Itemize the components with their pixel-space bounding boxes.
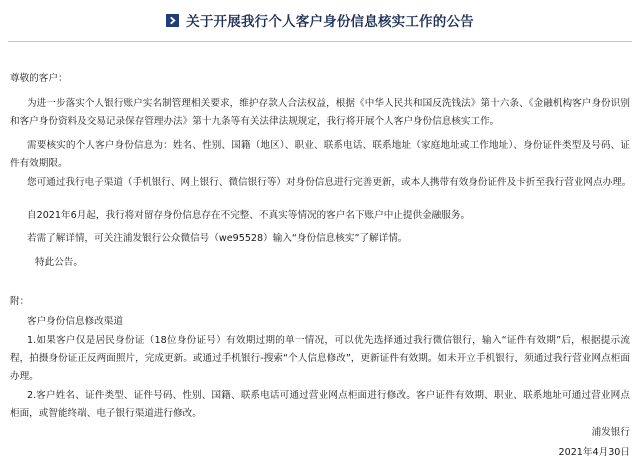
appendix-item-1: 1.如果客户仅是居民身份证（18位身份证号）有效期过期的单一情况，可以优先选择通过我行微信银行，输入“证件有效期”后，根据提示流程，拍摄身份证正反两面照片，完成更新。或通过手机银行-搜索“个人信息修改”，更新证件有效期。如未开立手机银行，须通过我行营业网点柜面办理。 [10, 335, 630, 382]
signature-org: 浦发银行 [591, 427, 630, 438]
closing-text: 特此公告。 [35, 257, 83, 268]
signature-date: 2021年4月30日 [558, 447, 630, 458]
paragraph-service-suspension: 自2021年6月起，我行将对留存身份信息存在不完整、不真实等情况的客户名下账户中止提供金融服务。 [27, 210, 471, 221]
appendix-subtitle: 客户身份信息修改渠道 [27, 316, 123, 327]
appendix-label: 附： [10, 296, 30, 307]
appendix-item-2: 2.客户姓名、证件类型、证件号码、性别、国籍、联系电话可通过营业网点柜面进行修改。客户证件有效期、职业、联系地址可通过营业网点柜面，或智能终端、电子银行渠道进行修改。 [10, 390, 630, 419]
chevron-right-icon [166, 14, 179, 27]
paragraph-contact-wechat: 若需了解详情，可关注浦发银行公众微信号（we95528）输入“身份信息核实”了解详情。 [27, 233, 408, 244]
paragraph-legal-basis: 为进一步落实个人银行账户实名制管理相关要求，维护存款人合法权益，根据《中华人民共和国反洗钱法》第十六条、《金融机构客户身份识别和客户身份资料及交易记录保存管理办法》第十九条等有关法律法规规定，我行将开展个人客户身份信息核实工作。 [10, 98, 630, 127]
paragraph-update-channels: 您可通过我行电子渠道（手机银行、网上银行、微信银行等）对身份信息进行完善更新，或本人携带有效身份证件及卡折至我行营业网点办理。 [27, 177, 632, 188]
paragraph-info-items: 需要核实的个人客户身份信息为：姓名、性别、国籍（地区）、职业、联系电话、联系地址（家庭地址或工作地址）、身份证件类型及号码、证件有效期限。 [10, 140, 630, 169]
greeting: 尊敬的客户： [10, 73, 68, 84]
title-divider [8, 41, 632, 42]
notice-header [0, 0, 640, 40]
page-title: 关于开展我行个人客户身份信息核实工作的公告 [186, 14, 474, 30]
